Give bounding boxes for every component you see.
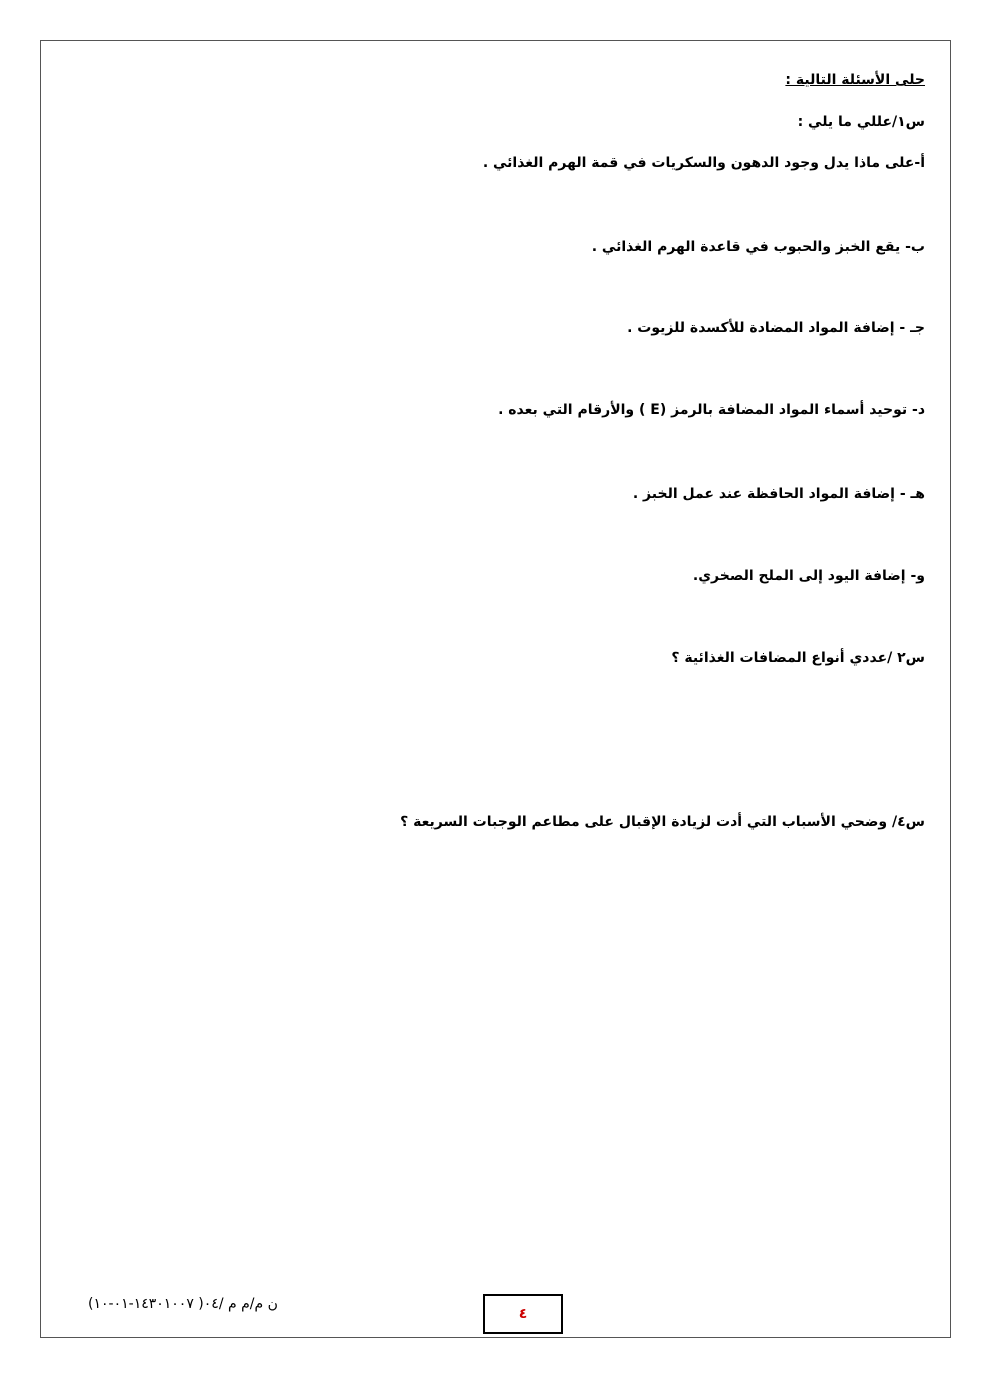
document-code: ن م/م م /٠٤( ١٤٣٠١٠٠٧-٠١-١٠) [88,1296,278,1312]
question-2: س٢ /عددي أنواع المضافات الغذائية ؟ [671,650,925,666]
question-1-item-d: د- توحيد أسماء المواد المضافة بالرمز (E ) والأرقام التي بعده . [498,402,925,418]
page-number: ٤ [518,1306,528,1322]
question-1-item-e: هـ - إضافة المواد الحافظة عند عمل الخبز . [632,486,925,502]
question-1-title: س١/عللي ما يلي : [797,114,925,130]
page-frame [40,40,951,1338]
question-1-item-c: جـ - إضافة المواد المضادة للأكسدة للزيوت . [627,320,925,336]
question-1-item-b: ب- يقع الخبز والحبوب في قاعدة الهرم الغذائي . [591,239,925,255]
page-number-box [483,1294,563,1334]
question-1-item-f: و- إضافة اليود إلى الملح الصخري. [692,568,925,584]
instructions-heading: حلى الأسئلة التالية : [785,72,925,88]
question-1-item-a: أ-على ماذا يدل وجود الدهون والسكريات في قمة الهرم الغذائي . [482,155,925,171]
question-4: س٤/ وضحي الأسباب التي أدت لزيادة الإقبال على مطاعم الوجبات السريعة ؟ [400,814,925,830]
